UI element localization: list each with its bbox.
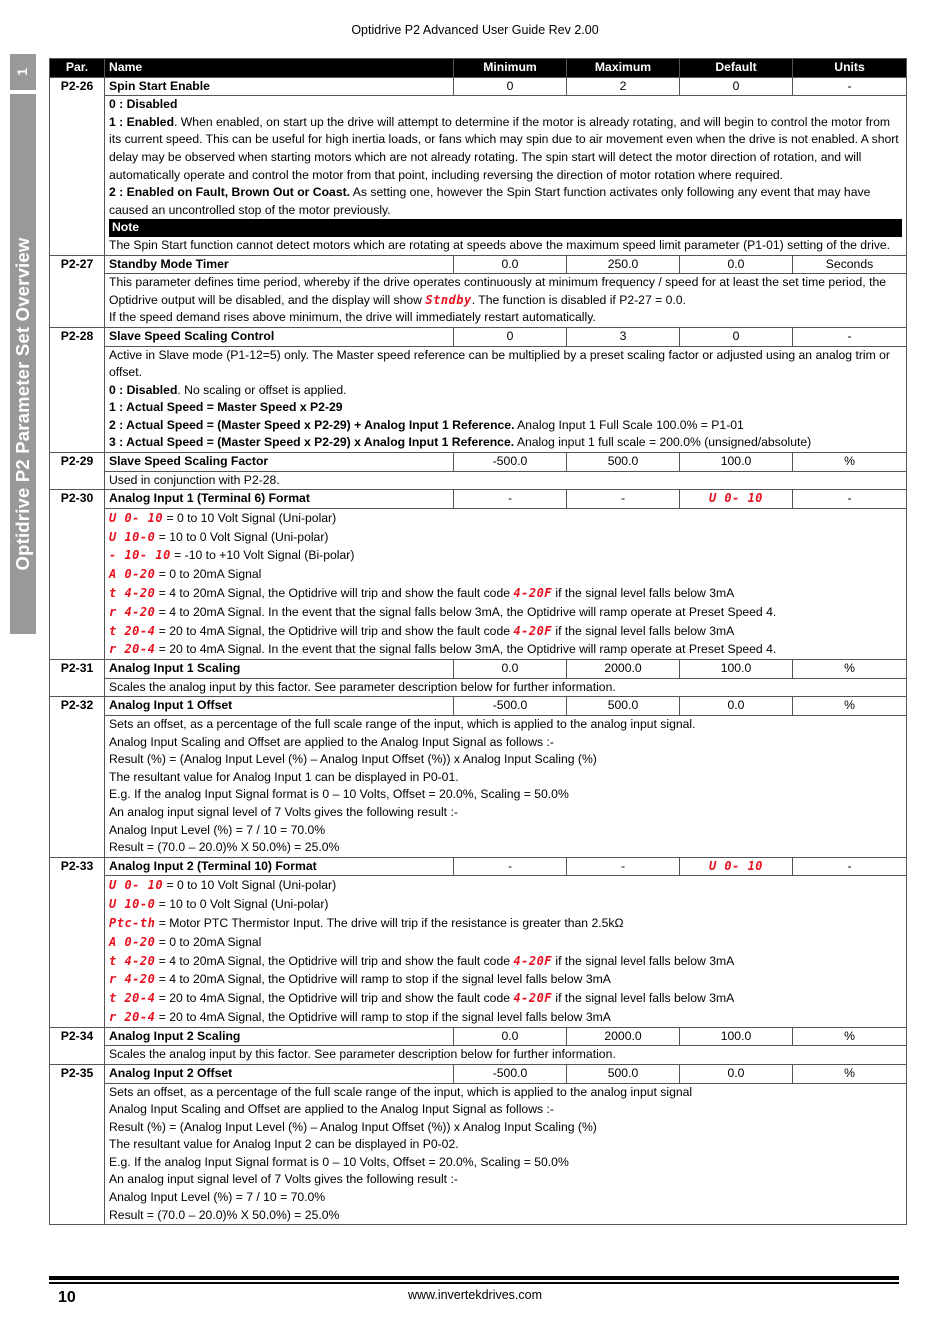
table-row — [50, 660, 907, 679]
footer-website-link[interactable]: www.invertekdrives.com — [407, 1288, 543, 1302]
table-row — [50, 857, 907, 876]
col-header-name: Name — [105, 59, 454, 78]
param-units: Seconds — [793, 255, 907, 274]
param-description-row — [50, 274, 907, 328]
option-text: 0 : Disabled — [109, 97, 178, 112]
description-text: Analog Input Scaling and Offset are applied to the Analog Input Signal as follows :- — [109, 734, 554, 749]
option-text: U 10-0 = 10 to 0 Volt Signal (Uni-polar) — [109, 897, 329, 912]
param-description-row — [50, 678, 907, 697]
chapter-number — [10, 54, 36, 90]
param-units: % — [793, 697, 907, 716]
table-row — [50, 1027, 907, 1046]
option-text: Ptc-th = Motor PTC Thermistor Input. The drive will trip if the resistance is greater than 2.5kΩ — [109, 915, 624, 930]
option-text: t 20-4 = 20 to 4mA Signal, the Optidrive will trip and show the fault code 4-20F if the signal level falls below 3mA — [109, 623, 735, 638]
param-units: % — [793, 1027, 907, 1046]
param-name: Slave Speed Scaling Factor — [105, 453, 454, 472]
description-text: Analog Input Level (%) = 7 / 10 = 70.0% — [109, 822, 326, 837]
param-units: - — [793, 857, 907, 876]
param-max: 2000.0 — [567, 660, 680, 679]
option-text: A 0-20 = 0 to 20mA Signal — [109, 934, 262, 949]
param-default: 0 — [680, 77, 793, 96]
param-description-row — [50, 471, 907, 490]
description-text: The resultant value for Analog Input 1 can be displayed in P0-01. — [109, 769, 459, 784]
param-min: -500.0 — [454, 453, 567, 472]
param-description-row — [50, 876, 907, 1027]
description-text: The resultant value for Analog Input 2 can be displayed in P0-02. — [109, 1137, 459, 1152]
param-min: - — [454, 490, 567, 509]
param-min: -500.0 — [454, 697, 567, 716]
option-text: U 0- 10 = 0 to 10 Volt Signal (Uni-polar) — [109, 878, 337, 893]
lcd-code: U 0- 10 — [708, 858, 764, 873]
description-text: Analog Input Scaling and Offset are applied to the Analog Input Signal as follows :- — [109, 1102, 554, 1117]
description-text: If the speed demand rises above minimum, the drive will immediately restart automatically. — [109, 310, 596, 325]
param-id: P2-30 — [50, 490, 105, 660]
col-header-par: Par. — [50, 59, 105, 78]
option-text: - 10- 10 = -10 to +10 Volt Signal (Bi-polar) — [109, 548, 355, 563]
param-name: Analog Input 1 Scaling — [105, 660, 454, 679]
col-header-min: Minimum — [454, 59, 567, 78]
param-default: 100.0 — [680, 1027, 793, 1046]
chapter-side-tab — [10, 54, 36, 634]
param-max: 2 — [567, 77, 680, 96]
col-header-max: Maximum — [567, 59, 680, 78]
chapter-title-bar — [10, 94, 36, 634]
option-text: t 20-4 = 20 to 4mA Signal, the Optidrive will trip and show the fault code 4-20F if the signal level falls below 3mA — [109, 991, 735, 1006]
page-header-title: Optidrive P2 Advanced User Guide Rev 2.00 — [351, 23, 599, 37]
param-name: Spin Start Enable — [105, 77, 454, 96]
param-default — [680, 490, 793, 509]
lcd-code: U 0- 10 — [708, 491, 764, 506]
param-default: 100.0 — [680, 453, 793, 472]
description-text: Sets an offset, as a percentage of the full scale range of the input, which is applied to the analog input signal — [109, 1084, 693, 1099]
param-description-row — [50, 716, 907, 858]
param-default: 0.0 — [680, 697, 793, 716]
param-id: P2-27 — [50, 255, 105, 327]
param-description — [105, 471, 907, 490]
option-text: 0 : Disabled. No scaling or offset is applied. — [109, 382, 347, 397]
param-description — [105, 876, 907, 1027]
param-id: P2-33 — [50, 857, 105, 1027]
param-name: Slave Speed Scaling Control — [105, 327, 454, 346]
param-default — [680, 857, 793, 876]
param-default: 0.0 — [680, 1064, 793, 1083]
param-default: 0 — [680, 327, 793, 346]
param-max: 500.0 — [567, 697, 680, 716]
param-default: 100.0 — [680, 660, 793, 679]
footer-divider-thin — [49, 1282, 899, 1284]
table-row — [50, 255, 907, 274]
description-text: Analog Input Level (%) = 7 / 10 = 70.0% — [109, 1190, 326, 1205]
lcd-code: Stndby — [425, 292, 472, 307]
param-description — [105, 1083, 907, 1225]
param-min: -500.0 — [454, 1064, 567, 1083]
param-min: 0.0 — [454, 255, 567, 274]
chapter-title: Optidrive P2 Parameter Set Overview — [12, 237, 34, 571]
param-max: 500.0 — [567, 453, 680, 472]
param-description-row — [50, 96, 907, 255]
param-default: 0.0 — [680, 255, 793, 274]
option-text: r 20-4 = 20 to 4mA Signal. In the event that the signal falls below 3mA, the Optidrive will ramp operate at Preset Speed 4. — [109, 642, 777, 657]
param-description — [105, 274, 907, 328]
description-text: This parameter defines time period, whereby if the drive operates continuously at minimum frequency / speed for at least the set time period, the Optidrive output will be disabled, and the display will show Stndby. The function is disabled if P2-27 = 0.0. — [109, 275, 887, 307]
param-id: P2-28 — [50, 327, 105, 452]
param-id: P2-26 — [50, 77, 105, 255]
param-description — [105, 96, 907, 255]
param-units: % — [793, 453, 907, 472]
table-row — [50, 697, 907, 716]
option-text: t 4-20 = 4 to 20mA Signal, the Optidrive will trip and show the fault code 4-20F if the signal level falls below 3mA — [109, 586, 735, 601]
param-min: 0.0 — [454, 1027, 567, 1046]
param-id: P2-31 — [50, 660, 105, 697]
param-units: - — [793, 77, 907, 96]
option-text: r 20-4 = 20 to 4mA Signal, the Optidrive will ramp to stop if the signal level falls below 3mA — [109, 1009, 611, 1024]
description-text: Scales the analog input by this factor. See parameter description below for further information. — [109, 679, 616, 694]
parameter-table — [49, 58, 907, 1225]
option-text: r 4-20 = 4 to 20mA Signal, the Optidrive will ramp to stop if the signal level falls below 3mA — [109, 972, 611, 987]
param-id: P2-34 — [50, 1027, 105, 1064]
param-max: - — [567, 490, 680, 509]
description-text: Result (%) = (Analog Input Level (%) – Analog Input Offset (%)) x Analog Input Scaling (%) — [109, 1119, 597, 1134]
option-text: 1 : Actual Speed = Master Speed x P2-29 — [109, 400, 343, 415]
param-min: 0 — [454, 327, 567, 346]
param-description-row — [50, 346, 907, 453]
note-text: The Spin Start function cannot detect motors which are rotating at speeds above the maximum speed limit parameter (P1-01) setting of the drive. — [109, 237, 891, 252]
note-label: Note — [109, 219, 902, 237]
description-text: Sets an offset, as a percentage of the full scale range of the input, which is applied to the analog input signal. — [109, 717, 696, 731]
param-name: Standby Mode Timer — [105, 255, 454, 274]
param-description-row — [50, 508, 907, 659]
table-row — [50, 1064, 907, 1083]
table-row — [50, 327, 907, 346]
param-min: 0.0 — [454, 660, 567, 679]
param-name: Analog Input 2 (Terminal 10) Format — [105, 857, 454, 876]
param-description — [105, 678, 907, 697]
param-max: 3 — [567, 327, 680, 346]
chapter-number-text: 1 — [14, 68, 31, 76]
table-row — [50, 490, 907, 509]
option-text: 2 : Actual Speed = (Master Speed x P2-29) + Analog Input 1 Reference. Analog Input 1 Full Scale 100.0% = P1-01 — [109, 417, 744, 432]
param-id: P2-29 — [50, 453, 105, 490]
description-text: E.g. If the analog Input Signal format is 0 – 10 Volts, Offset = 20.0%, Scaling = 50.0% — [109, 1154, 569, 1169]
param-max: 2000.0 — [567, 1027, 680, 1046]
param-id: P2-32 — [50, 697, 105, 857]
description-text: An analog input signal level of 7 Volts gives the following result :- — [109, 804, 458, 819]
param-min: 0 — [454, 77, 567, 96]
description-text: Result = (70.0 – 20.0)% X 50.0%) = 25.0% — [109, 840, 340, 855]
param-max: - — [567, 857, 680, 876]
param-name: Analog Input 2 Scaling — [105, 1027, 454, 1046]
page-number: 10 — [58, 1289, 76, 1306]
option-text: U 10-0 = 10 to 0 Volt Signal (Uni-polar) — [109, 529, 329, 544]
param-description — [105, 716, 907, 858]
table-row — [50, 77, 907, 96]
param-max: 500.0 — [567, 1064, 680, 1083]
option-text: U 0- 10 = 0 to 10 Volt Signal (Uni-polar) — [109, 510, 337, 525]
param-description — [105, 346, 907, 453]
param-max: 250.0 — [567, 255, 680, 274]
option-text: A 0-20 = 0 to 20mA Signal — [109, 567, 262, 582]
description-text: An analog input signal level of 7 Volts gives the following result :- — [109, 1172, 458, 1187]
param-min: - — [454, 857, 567, 876]
param-description-row — [50, 1083, 907, 1225]
description-text: Active in Slave mode (P1-12=5) only. The Master speed reference can be multiplied by a preset scaling factor or adjusted using an analog trim or offset. — [109, 347, 890, 380]
description-text: Scales the analog input by this factor. See parameter description below for further information. — [109, 1047, 616, 1062]
param-name: Analog Input 1 Offset — [105, 697, 454, 716]
param-description — [105, 1046, 907, 1065]
description-text: Result (%) = (Analog Input Level (%) – Analog Input Offset (%)) x Analog Input Scaling (%) — [109, 752, 597, 767]
description-text: Used in conjunction with P2-28. — [109, 472, 280, 487]
param-units: - — [793, 490, 907, 509]
table-row — [50, 453, 907, 472]
option-text: 3 : Actual Speed = (Master Speed x P2-29) x Analog Input 1 Reference. Analog input 1 full scale = 200.0% (unsigned/absolute) — [109, 435, 812, 450]
table-header-row — [50, 59, 907, 78]
option-text: 2 : Enabled on Fault, Brown Out or Coast. As setting one, however the Spin Start function activates only following any event that may have caused an uncontrolled stop of the motor previously. — [109, 185, 871, 217]
col-header-default: Default — [680, 59, 793, 78]
option-text: r 4-20 = 4 to 20mA Signal. In the event that the signal falls below 3mA, the Optidrive will ramp operate at Preset Speed 4. — [109, 604, 777, 619]
param-name: Analog Input 1 (Terminal 6) Format — [105, 490, 454, 509]
param-units: % — [793, 660, 907, 679]
param-description-row — [50, 1046, 907, 1065]
param-id: P2-35 — [50, 1064, 105, 1224]
param-description — [105, 508, 907, 659]
param-units: % — [793, 1064, 907, 1083]
option-text: 1 : Enabled. When enabled, on start up the drive will attempt to determine if the motor is already rotating, and will begin to control the motor from its current speed. This can be useful for high inertia loads, or fans which may spin due to air movement even when the drive is not enabled. A short delay may be observed when starting motors which are not already rotating. The spin start will detect the motor direction of rotation, and will automatically operate and control the motor from that point, including reversing the direction of motor rotation where required. — [109, 114, 899, 182]
option-text: t 4-20 = 4 to 20mA Signal, the Optidrive will trip and show the fault code 4-20F if the signal level falls below 3mA — [109, 953, 735, 968]
footer-divider — [49, 1276, 899, 1280]
param-units: - — [793, 327, 907, 346]
description-text: E.g. If the analog Input Signal format is 0 – 10 Volts, Offset = 20.0%, Scaling = 50.0% — [109, 787, 569, 802]
param-name: Analog Input 2 Offset — [105, 1064, 454, 1083]
description-text: Result = (70.0 – 20.0)% X 50.0%) = 25.0% — [109, 1207, 340, 1222]
col-header-units: Units — [793, 59, 907, 78]
